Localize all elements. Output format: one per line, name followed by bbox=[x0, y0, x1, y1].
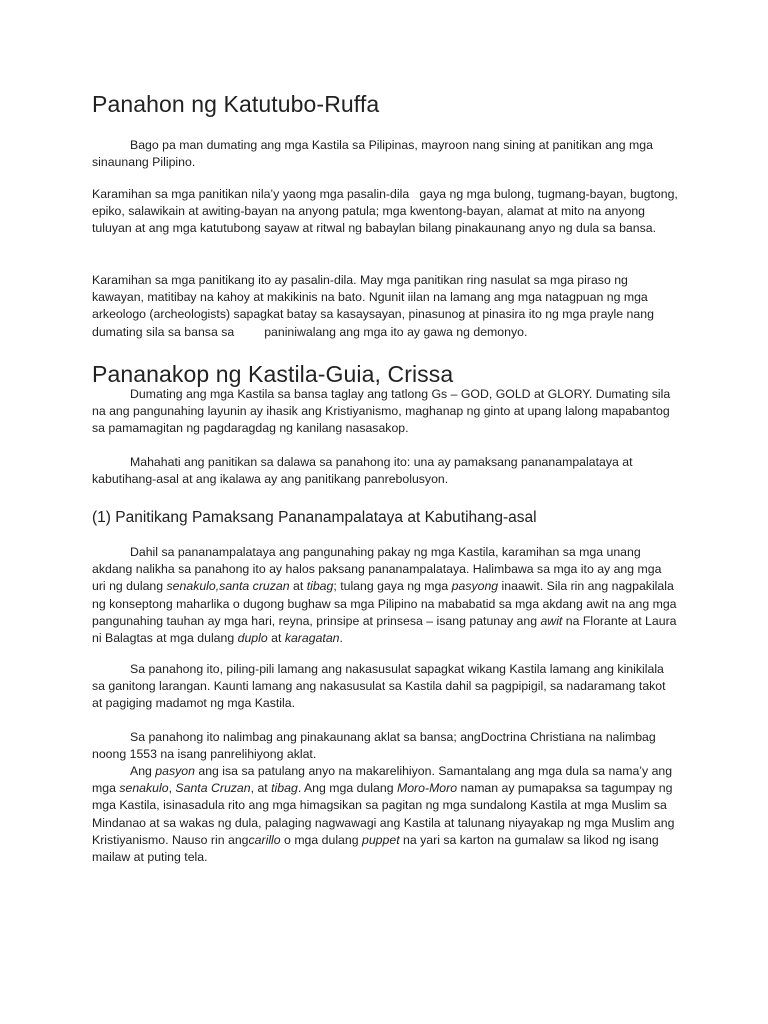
paragraph-text: paniniwalang ang mga ito ay gawa ng demonyo. bbox=[264, 324, 528, 339]
italic-term: puppet bbox=[362, 832, 400, 847]
paragraph-text: at bbox=[267, 631, 285, 646]
paragraph-text: ang isa sa patulang anyo na makarelihiyon. Samantalang ang mga dula sa nama’y ang mga bbox=[92, 764, 673, 796]
paragraph bbox=[92, 763, 678, 866]
paragraph-text: naman ay pumapaksa sa tagumpay ng mga Kastila, isinasadula rito ang mga himagsikan sa pagitan ng mga sundalong Kastila at mga Muslim sa Mindanao at sa wakas ng dula, palaging nagwawagi ang Kastila at talunang niyayakap ng mga Muslim ang Kristiyanismo. Nauso rin ang bbox=[92, 781, 675, 847]
italic-term: duplo bbox=[237, 631, 268, 646]
section-title-katutubo: Panahon ng Katutubo-Ruffa bbox=[92, 91, 380, 117]
paragraph: Sa panahong ito, piling-pili lamang ang nakasusulat sapagkat wikang Kastila lamang ang kinikilala sa ganitong larangan. Kaunti lamang ang nakasusulat sa Kastila dahil sa pagpipigil, sa nadaramang takot at pagiging madamot ng mga Kastila. bbox=[92, 662, 666, 711]
italic-term: pasyong bbox=[451, 579, 499, 594]
paragraph: Mahahati ang panitikan sa dalawa sa panahong ito: una ay pamaksang pananampalataya at kabutihang-asal at ang ikalawa ay ang panitikang panrebolusyon. bbox=[92, 455, 633, 487]
italic-term: tibag bbox=[306, 579, 334, 594]
paragraph-text: Dahil sa pananampalataya ang pangunahing pakay ng mga Kastila, karamihan sa mga unang akdang nalikha sa panahong ito ay halos paksang pananampalataya. Halimbawa sa mga ito ay ang mga uri ng dulang bbox=[92, 545, 662, 594]
subsection-title: (1) Panitikang Pamaksang Pananampalataya at Kabutihang-asal bbox=[92, 509, 537, 526]
italic-term: carillo bbox=[248, 832, 281, 847]
paragraph-text: o mga dulang bbox=[280, 832, 362, 847]
paragraph: Karamihan sa mga panitikan nila’y yaong mga pasalin-dila gaya ng mga bulong, tugmang-bayan, bugtong, epiko, salawikain at awiting-bayan na anyong patula; mga kwentong-bayan, alamat at mito na anyong tuluyan at ang mga katutubong sayaw at ritwal ng babaylan bilang pinakaunang anyo ng dula sa bansa. bbox=[92, 187, 682, 236]
italic-term: senakulo bbox=[119, 781, 169, 796]
italic-term: senakulo,santa cruzan bbox=[166, 579, 290, 594]
paragraph-text: inaawit. Sila rin ang nagpakilala ng konseptong maharlika o dugong bughaw sa mga Pilipino na mababatid sa mga akdang awit na ang mga pangunahing tauhan ay mga hari, reyna, prinsipe at prinsesa – isang patunay ang bbox=[92, 579, 677, 628]
paragraph-text: na yari sa karton na gumalaw sa likod ng isang mailaw at puting tela. bbox=[92, 832, 659, 865]
paragraph-text: , bbox=[168, 781, 176, 796]
paragraph bbox=[92, 272, 678, 341]
paragraph-text: Karamihan sa mga panitikang ito ay pasalin-dila. May mga panitikan ring nasulat sa mga piraso ng kawayan, matitibay na kahoy at makikinis na bato. Ngunit iilan na lamang ang mga natagpuan ng mga arkeologo (archeologists) sapagkat batay sa kasaysayan, pinasunog at pinasira ito ng mga prayle nang dumating sila sa bansa sa bbox=[92, 273, 654, 339]
italic-term: Moro-Moro bbox=[396, 781, 458, 796]
italic-term: awit bbox=[540, 613, 563, 628]
paragraph-text: . Ang mga dulang bbox=[297, 781, 397, 796]
paragraph: Dumating ang mga Kastila sa bansa taglay ang tatlong Gs – GOD, GOLD at GLORY. Dumating sila na ang pangunahing layunin ay ihasik ang Kristiyanismo, maghanap ng ginto at upang lalong mapabantog sa pamamagitan ng pagdaragdag ng kanilang nasasakop. bbox=[92, 387, 671, 436]
paragraph-text: ; tulang gaya ng mga bbox=[333, 579, 452, 594]
paragraph-text: , at bbox=[250, 781, 272, 796]
italic-term: pasyon bbox=[155, 764, 195, 778]
italic-term: tibag bbox=[271, 781, 298, 796]
italic-term: karagatan bbox=[284, 631, 340, 646]
paragraph-text: Ang bbox=[130, 764, 156, 778]
paragraph: Sa panahong ito nalimbag ang pinakaunang aklat sa bansa; angDoctrina Christiana na nalimbag noong 1553 na isang panrelihiyong aklat. bbox=[92, 730, 656, 762]
italic-term: Santa Cruzan bbox=[175, 781, 251, 796]
paragraph bbox=[92, 544, 678, 647]
paragraph-text: na Florante at Laura ni Balagtas at mga dulang bbox=[92, 613, 677, 646]
paragraph: Bago pa man dumating ang mga Kastila sa Pilipinas, mayroon nang sining at panitikan ang mga sinaunang Pilipino. bbox=[92, 138, 653, 170]
section-title-kastila: Pananakop ng Kastila-Guia, Crissa bbox=[92, 361, 454, 387]
paragraph-text: . bbox=[339, 631, 343, 646]
paragraph-text: at bbox=[289, 579, 307, 594]
